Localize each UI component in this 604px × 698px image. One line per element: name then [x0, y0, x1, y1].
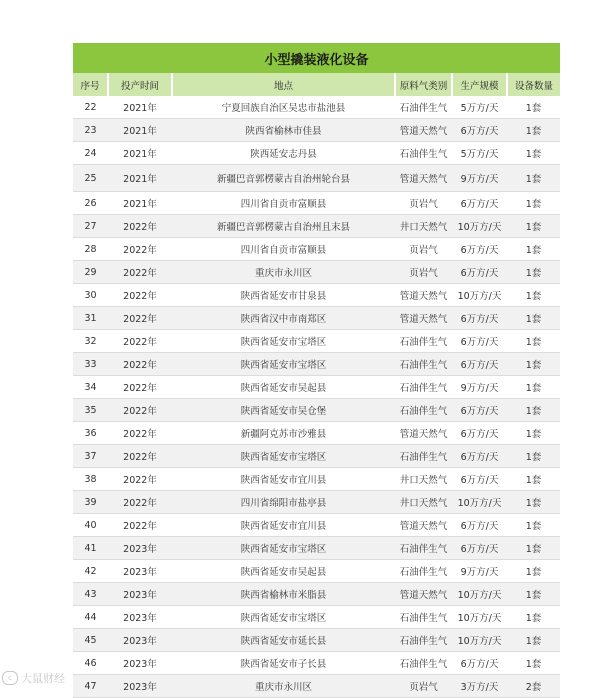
cell-feed-gas: 井口天然气 — [395, 468, 452, 491]
table-row — [73, 675, 560, 698]
cell-feed-gas: 石油伴生气 — [395, 376, 452, 399]
cell-quantity: 1套 — [507, 142, 560, 165]
cell-quantity: 1套 — [507, 192, 560, 215]
cell-start-date: 2022年 — [108, 422, 172, 445]
cell-feed-gas: 石油伴生气 — [395, 629, 452, 652]
table-row — [73, 560, 560, 583]
table-row — [73, 215, 560, 238]
cell-quantity: 1套 — [507, 165, 560, 192]
table-row — [73, 142, 560, 165]
table-row — [73, 307, 560, 330]
cell-location: 陕西省榆林市佳县 — [172, 119, 395, 142]
table-row — [73, 353, 560, 376]
cell-index: 23 — [73, 119, 108, 142]
table-row — [73, 468, 560, 491]
cell-index: 27 — [73, 215, 108, 238]
cell-start-date: 2021年 — [108, 119, 172, 142]
cell-index: 42 — [73, 560, 108, 583]
table-row — [73, 238, 560, 261]
watermark — [2, 670, 65, 686]
cell-feed-gas: 管道天然气 — [395, 422, 452, 445]
cell-feed-gas: 管道天然气 — [395, 514, 452, 537]
cell-capacity: 9万方/天 — [452, 376, 507, 399]
cell-index: 34 — [73, 376, 108, 399]
watermark-text: 大鼠财经 — [21, 672, 65, 685]
cell-feed-gas: 石油伴生气 — [395, 353, 452, 376]
table-title: 小型撬装液化设备 — [73, 43, 560, 73]
cell-capacity: 10万方/天 — [452, 583, 507, 606]
cell-feed-gas: 井口天然气 — [395, 491, 452, 514]
cell-start-date: 2022年 — [108, 445, 172, 468]
table-row — [73, 652, 560, 675]
cell-location: 陕西省延安市宝塔区 — [172, 537, 395, 560]
cell-start-date: 2022年 — [108, 261, 172, 284]
cell-index: 37 — [73, 445, 108, 468]
cell-index: 26 — [73, 192, 108, 215]
table-row — [73, 330, 560, 353]
cell-quantity: 1套 — [507, 215, 560, 238]
cell-location: 陕西省延安市宝塔区 — [172, 445, 395, 468]
cell-location: 陕西省延安市甘泉县 — [172, 284, 395, 307]
cell-start-date: 2022年 — [108, 284, 172, 307]
cell-quantity: 1套 — [507, 445, 560, 468]
cell-quantity: 1套 — [507, 606, 560, 629]
cell-index: 44 — [73, 606, 108, 629]
cell-quantity: 1套 — [507, 353, 560, 376]
cell-capacity: 10万方/天 — [452, 215, 507, 238]
cell-index: 33 — [73, 353, 108, 376]
table-row — [73, 629, 560, 652]
table-row — [73, 96, 560, 119]
cell-capacity: 6万方/天 — [452, 330, 507, 353]
cell-location: 四川省自贡市富顺县 — [172, 238, 395, 261]
header-location: 地点 — [172, 73, 395, 96]
cell-index: 43 — [73, 583, 108, 606]
cell-start-date: 2023年 — [108, 606, 172, 629]
cell-quantity: 1套 — [507, 261, 560, 284]
watermark-logo-icon: c — [2, 671, 18, 685]
cell-start-date: 2021年 — [108, 192, 172, 215]
table-row — [73, 165, 560, 192]
cell-quantity: 1套 — [507, 560, 560, 583]
cell-index: 36 — [73, 422, 108, 445]
cell-location: 陕西省延安市吴仓堡 — [172, 399, 395, 422]
header-start-date: 投产时间 — [108, 73, 172, 96]
table-row — [73, 583, 560, 606]
cell-start-date: 2022年 — [108, 215, 172, 238]
cell-start-date: 2021年 — [108, 165, 172, 192]
cell-location: 新疆巴音郭楞蒙古自治州轮台县 — [172, 165, 395, 192]
cell-capacity: 6万方/天 — [452, 399, 507, 422]
table-row — [73, 119, 560, 142]
cell-feed-gas: 石油伴生气 — [395, 537, 452, 560]
header-quantity: 设备数量 — [507, 73, 560, 96]
cell-index: 30 — [73, 284, 108, 307]
cell-quantity: 2套 — [507, 675, 560, 698]
cell-index: 32 — [73, 330, 108, 353]
cell-start-date: 2022年 — [108, 468, 172, 491]
cell-feed-gas: 管道天然气 — [395, 583, 452, 606]
cell-feed-gas: 石油伴生气 — [395, 96, 452, 119]
cell-index: 31 — [73, 307, 108, 330]
cell-index: 39 — [73, 491, 108, 514]
cell-start-date: 2023年 — [108, 537, 172, 560]
cell-start-date: 2022年 — [108, 238, 172, 261]
cell-location: 陕西省延安市宜川县 — [172, 514, 395, 537]
header-index: 序号 — [73, 73, 108, 96]
cell-feed-gas: 页岩气 — [395, 192, 452, 215]
cell-capacity: 6万方/天 — [452, 514, 507, 537]
cell-index: 45 — [73, 629, 108, 652]
cell-quantity: 1套 — [507, 468, 560, 491]
cell-quantity: 1套 — [507, 537, 560, 560]
cell-location: 陕西省汉中市南郑区 — [172, 307, 395, 330]
cell-location: 四川省绵阳市盐亭县 — [172, 491, 395, 514]
cell-feed-gas: 管道天然气 — [395, 165, 452, 192]
cell-quantity: 1套 — [507, 422, 560, 445]
cell-quantity: 1套 — [507, 238, 560, 261]
cell-feed-gas: 页岩气 — [395, 261, 452, 284]
cell-quantity: 1套 — [507, 514, 560, 537]
table-row — [73, 192, 560, 215]
cell-location: 新疆阿克苏市沙雅县 — [172, 422, 395, 445]
equipment-table-container — [73, 43, 560, 698]
cell-feed-gas: 石油伴生气 — [395, 560, 452, 583]
cell-index: 22 — [73, 96, 108, 119]
cell-location: 陕西省榆林市米脂县 — [172, 583, 395, 606]
table-row — [73, 399, 560, 422]
cell-start-date: 2022年 — [108, 491, 172, 514]
cell-location: 宁夏回族自治区吴忠市盐池县 — [172, 96, 395, 119]
cell-feed-gas: 石油伴生气 — [395, 330, 452, 353]
cell-feed-gas: 管道天然气 — [395, 119, 452, 142]
cell-start-date: 2021年 — [108, 142, 172, 165]
cell-location: 陕西省延安市吴起县 — [172, 560, 395, 583]
cell-feed-gas: 管道天然气 — [395, 307, 452, 330]
cell-start-date: 2023年 — [108, 652, 172, 675]
cell-start-date: 2023年 — [108, 560, 172, 583]
cell-capacity: 5万方/天 — [452, 96, 507, 119]
cell-quantity: 1套 — [507, 376, 560, 399]
cell-feed-gas: 石油伴生气 — [395, 652, 452, 675]
table-row — [73, 514, 560, 537]
cell-location: 重庆市永川区 — [172, 261, 395, 284]
cell-index: 41 — [73, 537, 108, 560]
cell-start-date: 2022年 — [108, 399, 172, 422]
cell-capacity: 6万方/天 — [452, 238, 507, 261]
cell-start-date: 2023年 — [108, 675, 172, 698]
cell-location: 新疆巴音郭楞蒙古自治州且末县 — [172, 215, 395, 238]
cell-index: 47 — [73, 675, 108, 698]
cell-location: 四川省自贡市富顺县 — [172, 192, 395, 215]
cell-capacity: 6万方/天 — [452, 261, 507, 284]
cell-capacity: 5万方/天 — [452, 142, 507, 165]
cell-capacity: 6万方/天 — [452, 537, 507, 560]
table-row — [73, 537, 560, 560]
cell-capacity: 10万方/天 — [452, 491, 507, 514]
cell-quantity: 1套 — [507, 399, 560, 422]
cell-quantity: 1套 — [507, 284, 560, 307]
cell-index: 29 — [73, 261, 108, 284]
cell-location: 陕西省延安市宜川县 — [172, 468, 395, 491]
cell-index: 28 — [73, 238, 108, 261]
header-feed-gas: 原料气类别 — [395, 73, 452, 96]
cell-capacity: 6万方/天 — [452, 468, 507, 491]
cell-quantity: 1套 — [507, 491, 560, 514]
cell-feed-gas: 石油伴生气 — [395, 606, 452, 629]
table-row — [73, 491, 560, 514]
cell-quantity: 1套 — [507, 629, 560, 652]
header-row — [73, 73, 560, 96]
cell-capacity: 6万方/天 — [452, 652, 507, 675]
table-row — [73, 445, 560, 468]
table-row — [73, 261, 560, 284]
table-row — [73, 422, 560, 445]
header-capacity: 生产规模 — [452, 73, 507, 96]
cell-feed-gas: 石油伴生气 — [395, 142, 452, 165]
cell-feed-gas: 石油伴生气 — [395, 399, 452, 422]
cell-start-date: 2023年 — [108, 583, 172, 606]
table-row — [73, 284, 560, 307]
cell-capacity: 6万方/天 — [452, 445, 507, 468]
cell-index: 46 — [73, 652, 108, 675]
table-row — [73, 376, 560, 399]
cell-quantity: 1套 — [507, 96, 560, 119]
cell-quantity: 1套 — [507, 119, 560, 142]
cell-feed-gas: 管道天然气 — [395, 284, 452, 307]
cell-index: 24 — [73, 142, 108, 165]
cell-start-date: 2022年 — [108, 330, 172, 353]
cell-start-date: 2021年 — [108, 96, 172, 119]
cell-capacity: 3万方/天 — [452, 675, 507, 698]
cell-quantity: 1套 — [507, 652, 560, 675]
cell-location: 陕西省延安市延长县 — [172, 629, 395, 652]
cell-index: 40 — [73, 514, 108, 537]
cell-index: 38 — [73, 468, 108, 491]
table-row — [73, 606, 560, 629]
cell-capacity: 9万方/天 — [452, 560, 507, 583]
cell-location: 陕西省延安市宝塔区 — [172, 330, 395, 353]
cell-start-date: 2022年 — [108, 376, 172, 399]
cell-capacity: 6万方/天 — [452, 422, 507, 445]
cell-quantity: 1套 — [507, 307, 560, 330]
cell-quantity: 1套 — [507, 330, 560, 353]
cell-capacity: 6万方/天 — [452, 119, 507, 142]
cell-start-date: 2023年 — [108, 629, 172, 652]
cell-start-date: 2022年 — [108, 514, 172, 537]
cell-feed-gas: 页岩气 — [395, 238, 452, 261]
cell-quantity: 1套 — [507, 583, 560, 606]
cell-location: 重庆市永川区 — [172, 675, 395, 698]
cell-capacity: 10万方/天 — [452, 629, 507, 652]
cell-capacity: 6万方/天 — [452, 307, 507, 330]
cell-feed-gas: 井口天然气 — [395, 215, 452, 238]
cell-index: 35 — [73, 399, 108, 422]
cell-capacity: 6万方/天 — [452, 353, 507, 376]
cell-feed-gas: 页岩气 — [395, 675, 452, 698]
equipment-table — [73, 73, 560, 698]
cell-location: 陕西省延安市吴起县 — [172, 376, 395, 399]
cell-start-date: 2022年 — [108, 307, 172, 330]
cell-capacity: 6万方/天 — [452, 192, 507, 215]
cell-capacity: 10万方/天 — [452, 606, 507, 629]
cell-capacity: 9万方/天 — [452, 165, 507, 192]
cell-feed-gas: 石油伴生气 — [395, 445, 452, 468]
cell-location: 陕西省延安市子长县 — [172, 652, 395, 675]
cell-index: 25 — [73, 165, 108, 192]
cell-location: 陕西省延安市宝塔区 — [172, 353, 395, 376]
cell-capacity: 10万方/天 — [452, 284, 507, 307]
cell-start-date: 2022年 — [108, 353, 172, 376]
cell-location: 陕西延安志丹县 — [172, 142, 395, 165]
cell-location: 陕西省延安市宝塔区 — [172, 606, 395, 629]
